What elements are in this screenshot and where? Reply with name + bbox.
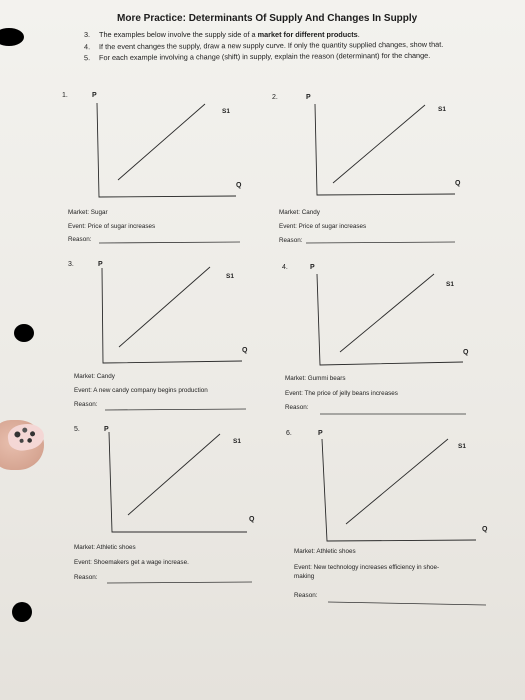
instruction-number: 5.: [83, 53, 91, 63]
event-label: Event:: [74, 559, 92, 566]
graph-6-supply-curve: [346, 439, 448, 524]
market-label: Market:: [74, 373, 95, 380]
problem-1-reason: [68, 236, 91, 243]
problem-1-event: [68, 223, 155, 230]
problem-5-reason: [74, 574, 97, 581]
problem-4-event: [285, 390, 398, 397]
problem-6-reason: [294, 592, 317, 599]
graph-2-price-label: P: [306, 94, 311, 101]
graph-2-quantity-label: Q: [455, 180, 461, 187]
problem-5-market: [74, 544, 136, 551]
graph-1-s1-label: S1: [222, 108, 230, 115]
event-label: Event:: [68, 223, 86, 230]
market-value: Athletic shoes: [96, 544, 136, 551]
graph-1-quantity-label: Q: [236, 182, 242, 189]
graph-6-s1-label: S1: [458, 443, 466, 450]
market-value: Athletic shoes: [316, 548, 356, 555]
problem-3-reason: [74, 401, 97, 408]
reason-line-1: [99, 242, 240, 243]
graph-6-quantity-label: Q: [482, 526, 488, 533]
graph-5-quantity-label: Q: [249, 516, 255, 523]
instruction-number: 3.: [84, 30, 91, 39]
binder-hole-middle: [14, 324, 34, 342]
graph-3-axes: [102, 268, 242, 363]
problem-6-event-line2: making: [294, 573, 315, 580]
instruction-tail: .: [357, 30, 360, 39]
reason-label: Reason:: [279, 237, 303, 244]
binder-hole-bottom: [12, 602, 32, 622]
reason-line-3: [105, 409, 246, 410]
event-label: Event:: [285, 390, 303, 397]
graph-5-axes: [109, 432, 247, 532]
graph-1-price-label: P: [92, 92, 97, 99]
instruction-number: 4.: [83, 42, 91, 52]
problem-1-market: [68, 209, 108, 216]
instruction-text: The examples below involve the supply side of a: [99, 30, 258, 39]
market-value: Candy: [301, 209, 320, 216]
problem-2-number: 2.: [272, 94, 278, 101]
reason-label: Reason:: [74, 401, 98, 408]
problem-6-number: 6.: [286, 430, 292, 437]
reason-label: Reason:: [68, 236, 92, 243]
event-label: Event:: [294, 564, 312, 571]
event-value: The price of jelly beans increases: [304, 390, 398, 397]
graph-3-quantity-label: Q: [242, 347, 248, 354]
event-value: Price of sugar increases: [298, 223, 367, 230]
reason-line-2: [306, 242, 455, 243]
market-value: Gummi bears: [307, 375, 346, 382]
problem-4-number: 4.: [282, 264, 288, 271]
graph-5-price-label: P: [104, 426, 109, 433]
event-label: Event:: [74, 387, 92, 394]
graph-2-supply-curve: [333, 105, 425, 183]
graph-3-price-label: P: [98, 261, 103, 268]
event-value: New technology increases efficiency in shoe-: [313, 564, 440, 571]
graph-4-s1-label: S1: [446, 281, 454, 288]
reason-line-5: [107, 582, 252, 583]
graph-4-supply-curve: [340, 274, 434, 352]
graph-4-axes: [317, 274, 463, 365]
reason-label: Reason:: [285, 404, 309, 411]
market-label: Market:: [279, 209, 300, 216]
graph-6-price-label: P: [318, 430, 323, 437]
market-value: Candy: [96, 373, 115, 380]
problem-3-number: 3.: [68, 261, 74, 268]
graph-3-s1-label: S1: [226, 273, 234, 280]
event-value: Shoemakers get a wage increase.: [93, 559, 189, 566]
problem-1-number: 1.: [62, 92, 68, 99]
instruction-text: For each example involving a change (shift) in supply, explain the reason (determinant) for the change.: [98, 50, 431, 63]
market-value: Sugar: [90, 209, 108, 216]
graph-2-s1-label: S1: [438, 106, 446, 113]
graph-2-axes: [315, 104, 455, 195]
instruction-text: If the event changes the supply, draw a new supply curve. If only the quantity supplied changes, show that.: [98, 39, 444, 52]
problem-2-reason: [279, 237, 302, 244]
graph-4-quantity-label: Q: [463, 349, 469, 356]
problem-4-reason: [285, 404, 308, 411]
graph-1-axes: [97, 103, 236, 197]
graph-5-supply-curve: [128, 434, 220, 515]
reason-label: Reason:: [294, 592, 318, 599]
problem-5-event: [74, 559, 189, 566]
problem-3-market: [74, 373, 115, 380]
market-label: Market:: [294, 548, 315, 555]
worksheet-title: More Practice: Determinants Of Supply And Changes In Supply: [117, 13, 418, 24]
problem-2-market: [279, 209, 320, 216]
problem-6-event: [294, 564, 439, 571]
event-value: A new candy company begins production: [93, 387, 208, 394]
problem-5-number: 5.: [74, 426, 80, 433]
graph-1-supply-curve: [118, 104, 205, 180]
event-value: Price of sugar increases: [87, 223, 156, 230]
problem-2-event: [279, 223, 366, 230]
graph-4-price-label: P: [310, 264, 315, 271]
reason-line-6: [328, 602, 486, 605]
graph-6-axes: [322, 439, 476, 541]
graph-3-supply-curve: [119, 267, 210, 347]
problem-3-event: [74, 387, 208, 394]
market-label: Market:: [68, 209, 89, 216]
event-label: Event:: [279, 223, 297, 230]
instruction-bold-text: market for different products: [257, 30, 358, 39]
market-label: Market:: [285, 375, 306, 382]
problem-6-market: [294, 548, 356, 555]
graph-5-s1-label: S1: [233, 438, 241, 445]
market-label: Market:: [74, 544, 95, 551]
reason-label: Reason:: [74, 574, 98, 581]
problem-4-market: [285, 375, 346, 382]
